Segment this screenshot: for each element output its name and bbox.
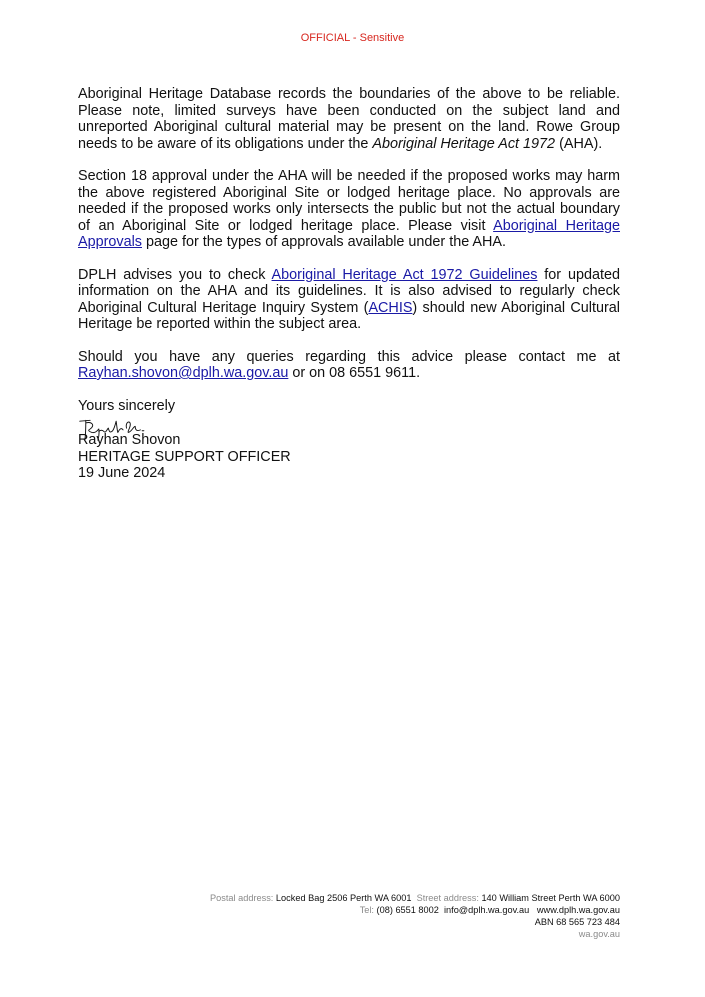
tel-value: (08) 6551 8002 bbox=[376, 905, 439, 915]
paragraph-text: Section 18 approval under the AHA will be needed if the proposed works may harm the above registered Aboriginal Site or lodged heritage place. No approvals are needed if the proposed works only intersects the public but not the actual boundary of an Aboriginal Site or lodged heritage place. Please visit bbox=[78, 168, 620, 234]
paragraph-contact bbox=[78, 349, 620, 382]
street-address-label: Street address: bbox=[416, 893, 479, 903]
tel-label: Tel: bbox=[359, 905, 374, 915]
paragraph-text: Should you have any queries regarding this advice please contact me at bbox=[78, 348, 620, 365]
paragraph-text: DPLH advises you to check bbox=[78, 266, 272, 283]
achis-link[interactable]: ACHIS bbox=[368, 299, 413, 316]
paragraph-text: Aboriginal Heritage Database records the boundaries of the above to be reliable. Please note, limited surveys have been conducted on the subject land and unreported Aboriginal cultural material may be present on the land. Rowe Group needs to be aware of its obligations under the bbox=[78, 86, 620, 152]
signatory-block bbox=[78, 432, 620, 482]
footer-website: www.dplh.wa.gov.au bbox=[536, 905, 620, 915]
footer-site: wa.gov.au bbox=[578, 929, 620, 939]
paragraph-text: or on 08 6551 9611. bbox=[288, 365, 421, 381]
footer-address-row bbox=[100, 892, 620, 904]
signatory-title: HERITAGE SUPPORT OFFICER bbox=[78, 448, 291, 465]
paragraph-text: page for the types of approvals available under the AHA. bbox=[142, 234, 506, 250]
postal-address-label: Postal address: bbox=[210, 893, 274, 903]
act-title: Aboriginal Heritage Act 1972 bbox=[372, 135, 556, 152]
street-address-value: 140 William Street Perth WA 6000 bbox=[481, 893, 620, 903]
footer-contact-details bbox=[100, 892, 620, 940]
letter-body bbox=[78, 86, 620, 482]
footer-email: info@dplh.wa.gov.au bbox=[443, 905, 530, 915]
signatory-name: Rayhan Shovon bbox=[78, 432, 181, 448]
paragraph-guidelines bbox=[78, 267, 620, 333]
contact-email-link[interactable]: Rayhan.shovon@dplh.wa.gov.au bbox=[78, 365, 289, 381]
aha-guidelines-link[interactable]: Aboriginal Heritage Act 1972 Guidelines bbox=[271, 266, 538, 283]
paragraph-text: (AHA). bbox=[555, 135, 603, 152]
classification-marking: OFFICIAL - Sensitive bbox=[300, 32, 405, 44]
letter-date: 19 June 2024 bbox=[78, 465, 166, 481]
paragraph-heritage-records bbox=[78, 86, 620, 152]
paragraph-text: ) should new Aboriginal Cultural Heritage be reported within the subject area. bbox=[78, 299, 620, 332]
postal-address-value: Locked Bag 2506 Perth WA 6001 bbox=[275, 893, 412, 903]
footer-abn: ABN 68 565 723 484 bbox=[534, 917, 620, 927]
paragraph-text: for updated information on the AHA and its guidelines. It is also advised to regularly check Aboriginal Cultural Heritage Inquiry System ( bbox=[78, 266, 620, 316]
closing-salutation: Yours sincerely bbox=[78, 397, 176, 414]
aboriginal-heritage-approvals-link[interactable]: Aboriginal Heritage Approvals bbox=[78, 217, 620, 250]
paragraph-section-18 bbox=[78, 168, 620, 251]
footer-contact-row bbox=[100, 904, 620, 916]
